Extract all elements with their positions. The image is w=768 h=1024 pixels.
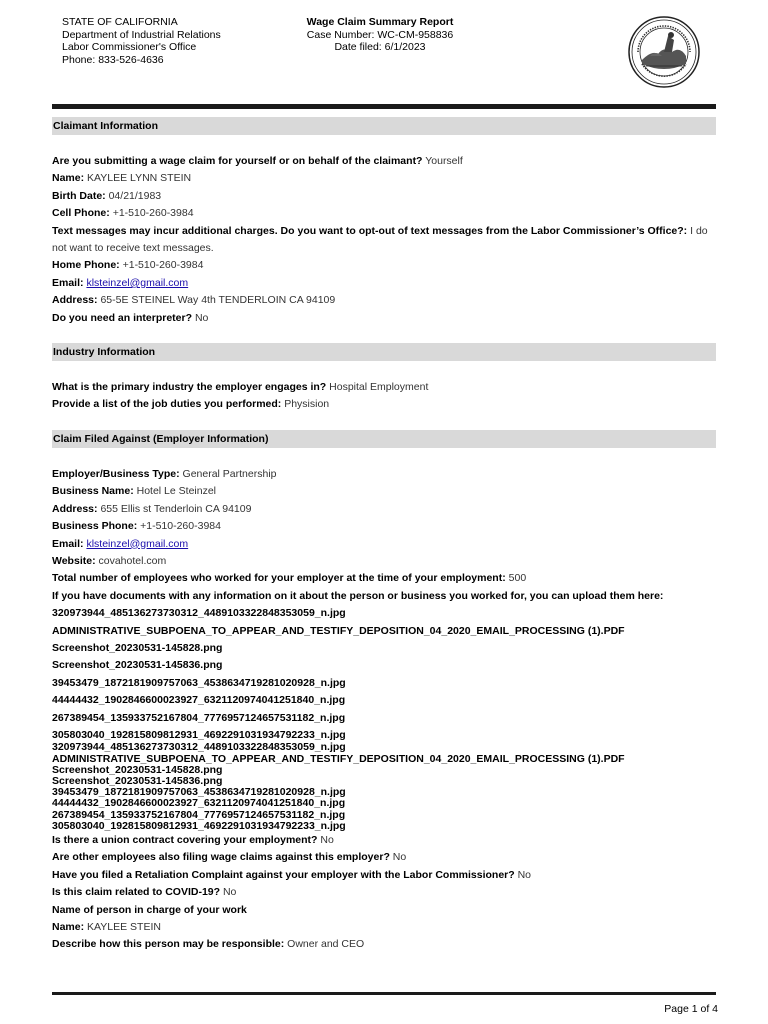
field-value: KAYLEE LYNN STEIN: [87, 172, 192, 185]
file-item: 267389454_135933752167804_7776957124657531182_n.jpg: [52, 808, 346, 821]
file-item: 39453479_1872181909757063_4538634719281020928_n.jpg: [52, 676, 346, 689]
uploaded-files-list-repeat: [52, 742, 716, 832]
section-industry-information: Industry Information: [52, 343, 716, 361]
field-business-type: [52, 466, 716, 483]
field-value: 04/21/1983: [108, 189, 162, 202]
field-label: Email:: [52, 537, 84, 550]
field-value: No: [392, 851, 407, 864]
field-covid-related: [52, 884, 716, 901]
field-business-email: [52, 536, 716, 553]
field-label: Total number of employees who worked for your employer at the time of your employment:: [52, 572, 506, 585]
date-filed: Date filed: 6/1/2023: [334, 41, 426, 53]
field-value: covahotel.com: [98, 554, 167, 567]
department-name: Department of Industrial Relations: [62, 28, 221, 41]
file-item: 39453479_1872181909757063_4538634719281020928_n.jpg: [52, 786, 346, 799]
field-value: No: [320, 834, 334, 846]
field-label: Is this claim related to COVID-19?: [52, 886, 221, 899]
section-employer-information: Claim Filed Against (Employer Information): [52, 430, 716, 448]
field-label: If you have documents with any information on it about the person or business you worked for, you can upload them here:: [52, 589, 664, 602]
page-number: Page 1 of 4: [664, 1003, 718, 1015]
file-item: 305803040_192815809812931_4692291031934792233_n.jpg: [52, 819, 346, 832]
email-link[interactable]: klsteinzel@gmail.com: [86, 537, 189, 550]
file-item: Screenshot_20230531-145836.png: [52, 774, 223, 787]
field-label: Provide a list of the job duties you performed:: [52, 398, 282, 411]
field-email: [52, 275, 716, 292]
field-value: No: [517, 868, 532, 881]
field-union-contract: [52, 832, 716, 849]
field-text-opt-out: [52, 223, 716, 258]
field-value: I do not want to receive text messages.: [52, 224, 708, 255]
file-item: Screenshot_20230531-145828.png: [52, 763, 223, 776]
field-home-phone: [52, 257, 716, 274]
report-title: Wage Claim Summary Report: [306, 16, 454, 28]
file-item: 44444432_1902846600023927_6321120974041251840_n.jpg: [52, 694, 346, 707]
state-name: STATE OF CALIFORNIA: [62, 16, 178, 28]
field-job-duties: [52, 396, 716, 413]
field-business-name: [52, 483, 716, 500]
field-label: Home Phone:: [52, 259, 120, 272]
agency-header: [62, 16, 221, 66]
field-value: Hospital Employment: [329, 381, 429, 394]
field-label: Have you filed a Retaliation Complaint against your employer with the Labor Commissioner?: [52, 868, 515, 881]
field-value: Hotel Le Steinzel: [136, 485, 217, 498]
file-item: 267389454_135933752167804_7776957124657531182_n.jpg: [52, 711, 346, 724]
office-phone: Phone: 833-526-4636: [62, 53, 164, 66]
field-label: Business Name:: [52, 485, 134, 498]
field-address: [52, 292, 716, 309]
file-item: 305803040_192815809812931_4692291031934792233_n.jpg: [52, 728, 346, 741]
great-seal-of-california-icon: [628, 16, 700, 88]
field-submitting-for: [52, 153, 716, 170]
field-value: +1-510-260-3984: [122, 259, 204, 272]
field-website: [52, 553, 716, 570]
uploaded-files-list: [52, 605, 716, 744]
field-label: Email:: [52, 276, 84, 289]
field-business-address: [52, 501, 716, 518]
report-body: [52, 117, 716, 954]
field-supervisor-name: [52, 919, 716, 936]
field-primary-industry: [52, 379, 716, 396]
field-label: Name:: [52, 921, 85, 934]
field-label: Name:: [52, 172, 85, 185]
field-employee-count: [52, 570, 716, 587]
field-upload-documents: [52, 588, 716, 605]
field-cell-phone: [52, 205, 716, 222]
field-responsibility: [52, 936, 716, 953]
section-claimant-information: Claimant Information: [52, 117, 716, 135]
field-label: Website:: [52, 554, 96, 567]
field-label: Birth Date:: [52, 189, 106, 202]
field-label: Cell Phone:: [52, 207, 110, 220]
field-person-in-charge: [52, 902, 716, 919]
footer-divider: [52, 992, 716, 995]
field-label: Are you submitting a wage claim for yourself or on behalf of the claimant?: [52, 155, 423, 167]
field-label: Text messages may incur additional charges. Do you want to opt-out of text messages from the Labor Commissioner’s Office?:: [52, 224, 688, 237]
field-business-phone: [52, 518, 716, 535]
field-value: +1-510-260-3984: [112, 207, 194, 220]
report-header: [290, 16, 470, 54]
email-link[interactable]: klsteinzel@gmail.com: [86, 276, 189, 289]
field-value: Owner and CEO: [287, 938, 365, 951]
field-label: Employer/Business Type:: [52, 467, 180, 480]
field-value: No: [222, 886, 237, 899]
field-label: What is the primary industry the employer engages in?: [52, 381, 327, 394]
field-birth-date: [52, 188, 716, 205]
field-value: No: [194, 311, 209, 324]
file-item: Screenshot_20230531-145828.png: [52, 641, 223, 654]
office-name: Labor Commissioner's Office: [62, 41, 197, 53]
field-label: Is there a union contract covering your employment?: [52, 834, 318, 846]
file-item: Screenshot_20230531-145836.png: [52, 659, 223, 672]
header-divider: [52, 104, 716, 109]
field-value: General Partnership: [182, 467, 277, 480]
field-name: [52, 170, 716, 187]
field-other-employees-filing: [52, 849, 716, 866]
file-item: ADMINISTRATIVE_SUBPOENA_TO_APPEAR_AND_TESTIFY_DEPOSITION_04_2020_EMAIL_PROCESSING (1).PDF: [52, 752, 625, 765]
field-value: 65-5E STEINEL Way 4th TENDERLOIN CA 94109: [100, 294, 336, 307]
field-value: +1-510-260-3984: [140, 520, 221, 533]
file-item: 320973944_485136273730312_4489103322848353059_n.jpg: [52, 741, 346, 754]
field-interpreter: [52, 310, 716, 327]
field-retaliation-complaint: [52, 867, 716, 884]
file-item: ADMINISTRATIVE_SUBPOENA_TO_APPEAR_AND_TESTIFY_DEPOSITION_04_2020_EMAIL_PROCESSING (1).PDF: [52, 624, 625, 637]
field-value: Yourself: [425, 155, 463, 167]
field-label: Address:: [52, 294, 98, 307]
file-item: 320973944_485136273730312_4489103322848353059_n.jpg: [52, 607, 346, 620]
field-value: 500: [508, 572, 527, 585]
file-item: 44444432_1902846600023927_6321120974041251840_n.jpg: [52, 797, 346, 810]
field-value: Physision: [284, 398, 330, 411]
field-label: Business Phone:: [52, 520, 138, 533]
case-number: Case Number: WC-CM-958836: [306, 28, 454, 41]
field-label: Do you need an interpreter?: [52, 311, 193, 324]
field-label: Address:: [52, 502, 98, 515]
field-label: Name of person in charge of your work: [52, 903, 247, 916]
field-value: KAYLEE STEIN: [87, 921, 161, 934]
field-label: Are other employees also filing wage claims against this employer?: [52, 851, 390, 864]
field-label: Describe how this person may be responsible:: [52, 938, 285, 951]
field-value: 655 Ellis st Tenderloin CA 94109: [100, 502, 252, 515]
